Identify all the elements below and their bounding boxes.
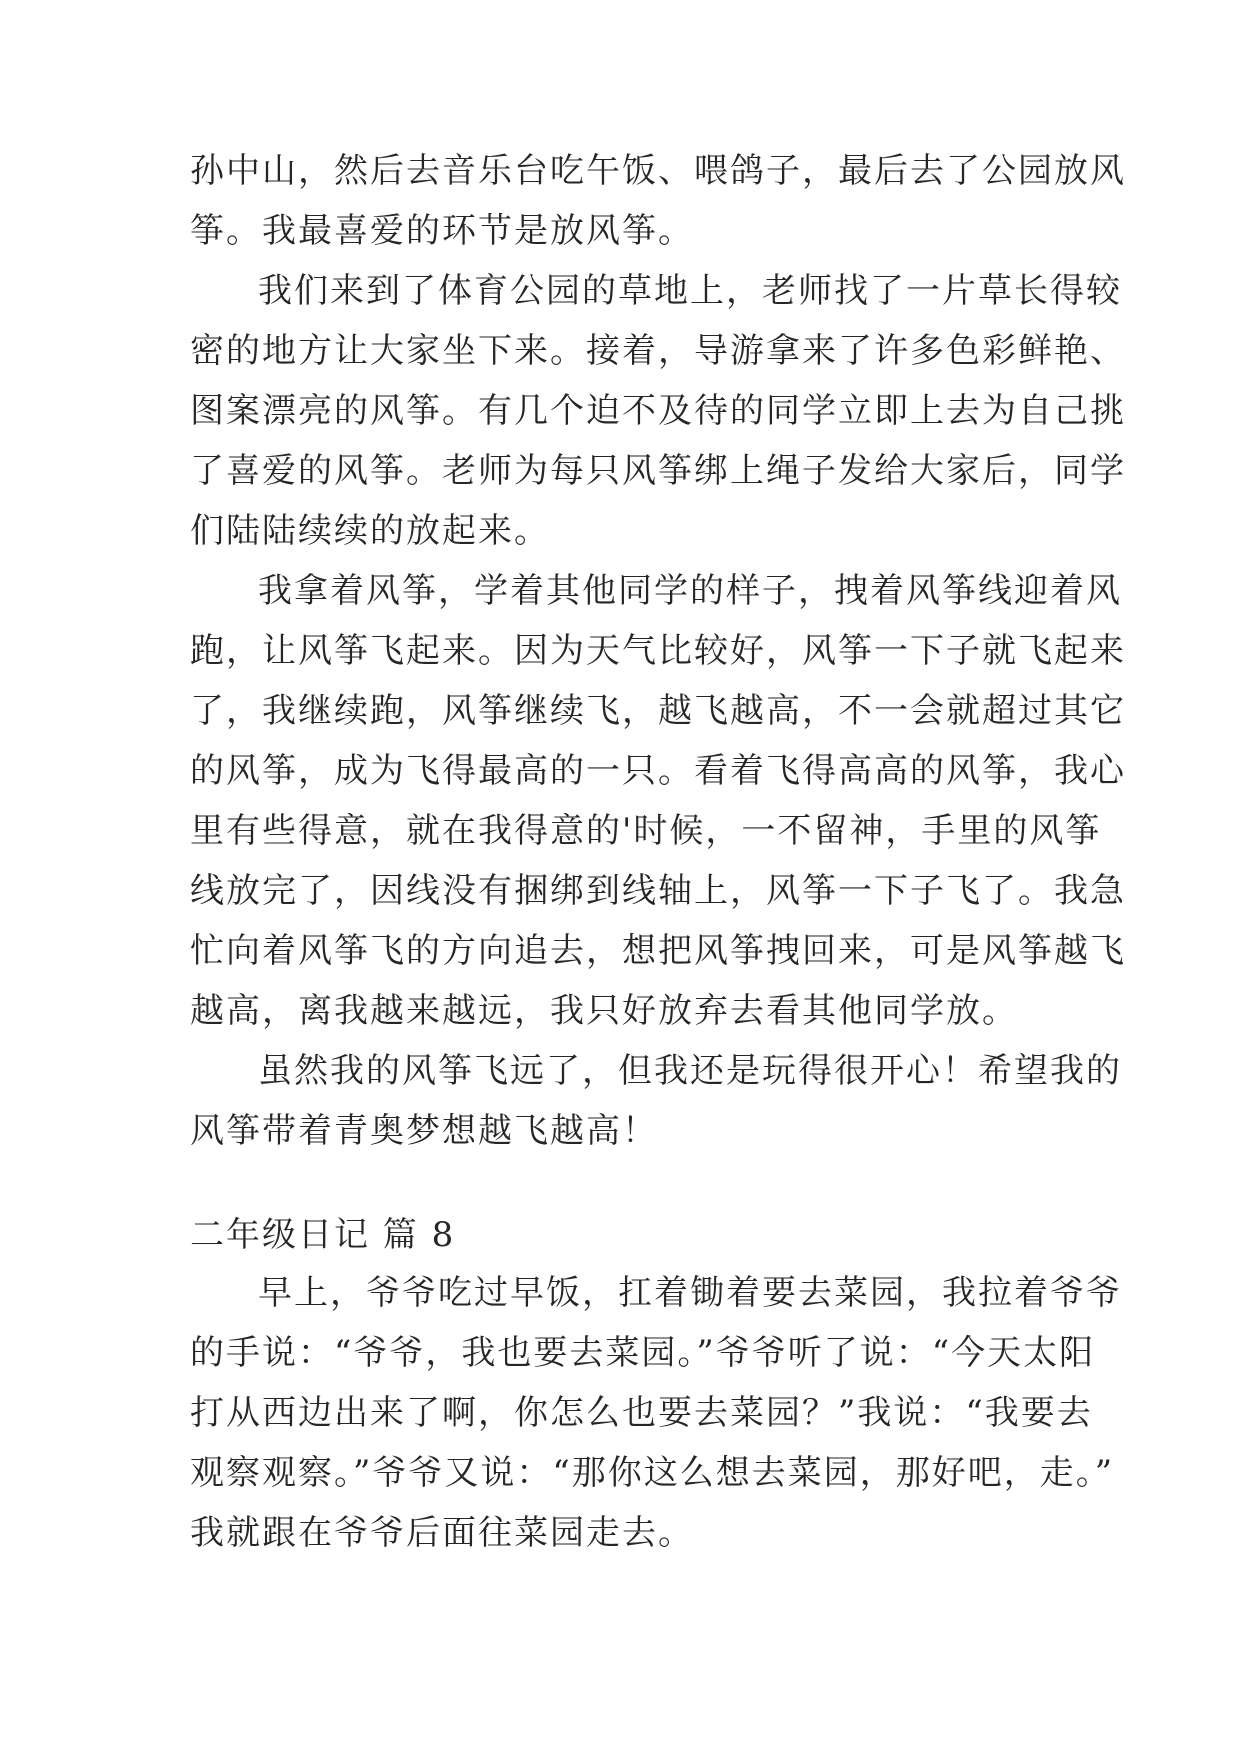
paragraph-line: 了，我继续跑，风筝继续飞，越飞越高，不一会就超过其它 xyxy=(190,691,1126,731)
paragraph-line: 线放完了，因线没有捆绑到线轴上，风筝一下子飞了。我急 xyxy=(190,871,1126,911)
paragraph-line: 密的地方让大家坐下来。接着，导游拿来了许多色彩鲜艳、 xyxy=(190,331,1126,371)
paragraph-line: 图案漂亮的风筝。有几个迫不及待的同学立即上去为自己挑 xyxy=(190,391,1126,431)
paragraph-line: 孙中山，然后去音乐台吃午饭、喂鸽子，最后去了公园放风 xyxy=(190,151,1126,191)
paragraph-line: 的风筝，成为飞得最高的一只。看着飞得高高的风筝，我心 xyxy=(190,751,1126,791)
paragraph-line: 早上，爷爷吃过早饭，扛着锄着要去菜园，我拉着爷爷 xyxy=(258,1273,1122,1313)
paragraph-line: 筝。我最喜爱的环节是放风筝。 xyxy=(190,211,694,251)
paragraph-line: 虽然我的风筝飞远了，但我还是玩得很开心！希望我的 xyxy=(258,1051,1122,1091)
paragraph-line: 里有些得意，就在我得意的'时候，一不留神，手里的风筝 xyxy=(190,811,1102,851)
paragraph-line: 们陆陆续续的放起来。 xyxy=(190,511,550,551)
paragraph-line: 我们来到了体育公园的草地上，老师找了一片草长得较 xyxy=(258,271,1122,311)
paragraph-line: 观察观察。”爷爷又说：“那你这么想去菜园，那好吧，走。” xyxy=(190,1453,1115,1493)
paragraph-line: 打从西边出来了啊，你怎么也要去菜园？”我说：“我要去 xyxy=(190,1393,1093,1433)
paragraph-line: 的手说：“爷爷，我也要去菜园。”爷爷听了说：“今天太阳 xyxy=(190,1333,1096,1373)
paragraph-line: 我就跟在爷爷后面往菜园走去。 xyxy=(190,1513,694,1553)
paragraph-line: 跑，让风筝飞起来。因为天气比较好，风筝一下子就飞起来 xyxy=(190,631,1126,671)
paragraph-line: 风筝带着青奥梦想越飞越高！ xyxy=(190,1111,658,1151)
section-heading: 二年级日记 篇 8 xyxy=(190,1215,456,1255)
paragraph-line: 忙向着风筝飞的方向追去，想把风筝拽回来，可是风筝越飞 xyxy=(190,931,1126,971)
paragraph-line: 越高，离我越来越远，我只好放弃去看其他同学放。 xyxy=(190,991,1018,1031)
paragraph-line: 我拿着风筝，学着其他同学的样子，拽着风筝线迎着风 xyxy=(258,571,1122,611)
paragraph-line: 了喜爱的风筝。老师为每只风筝绑上绳子发给大家后，同学 xyxy=(190,451,1126,491)
